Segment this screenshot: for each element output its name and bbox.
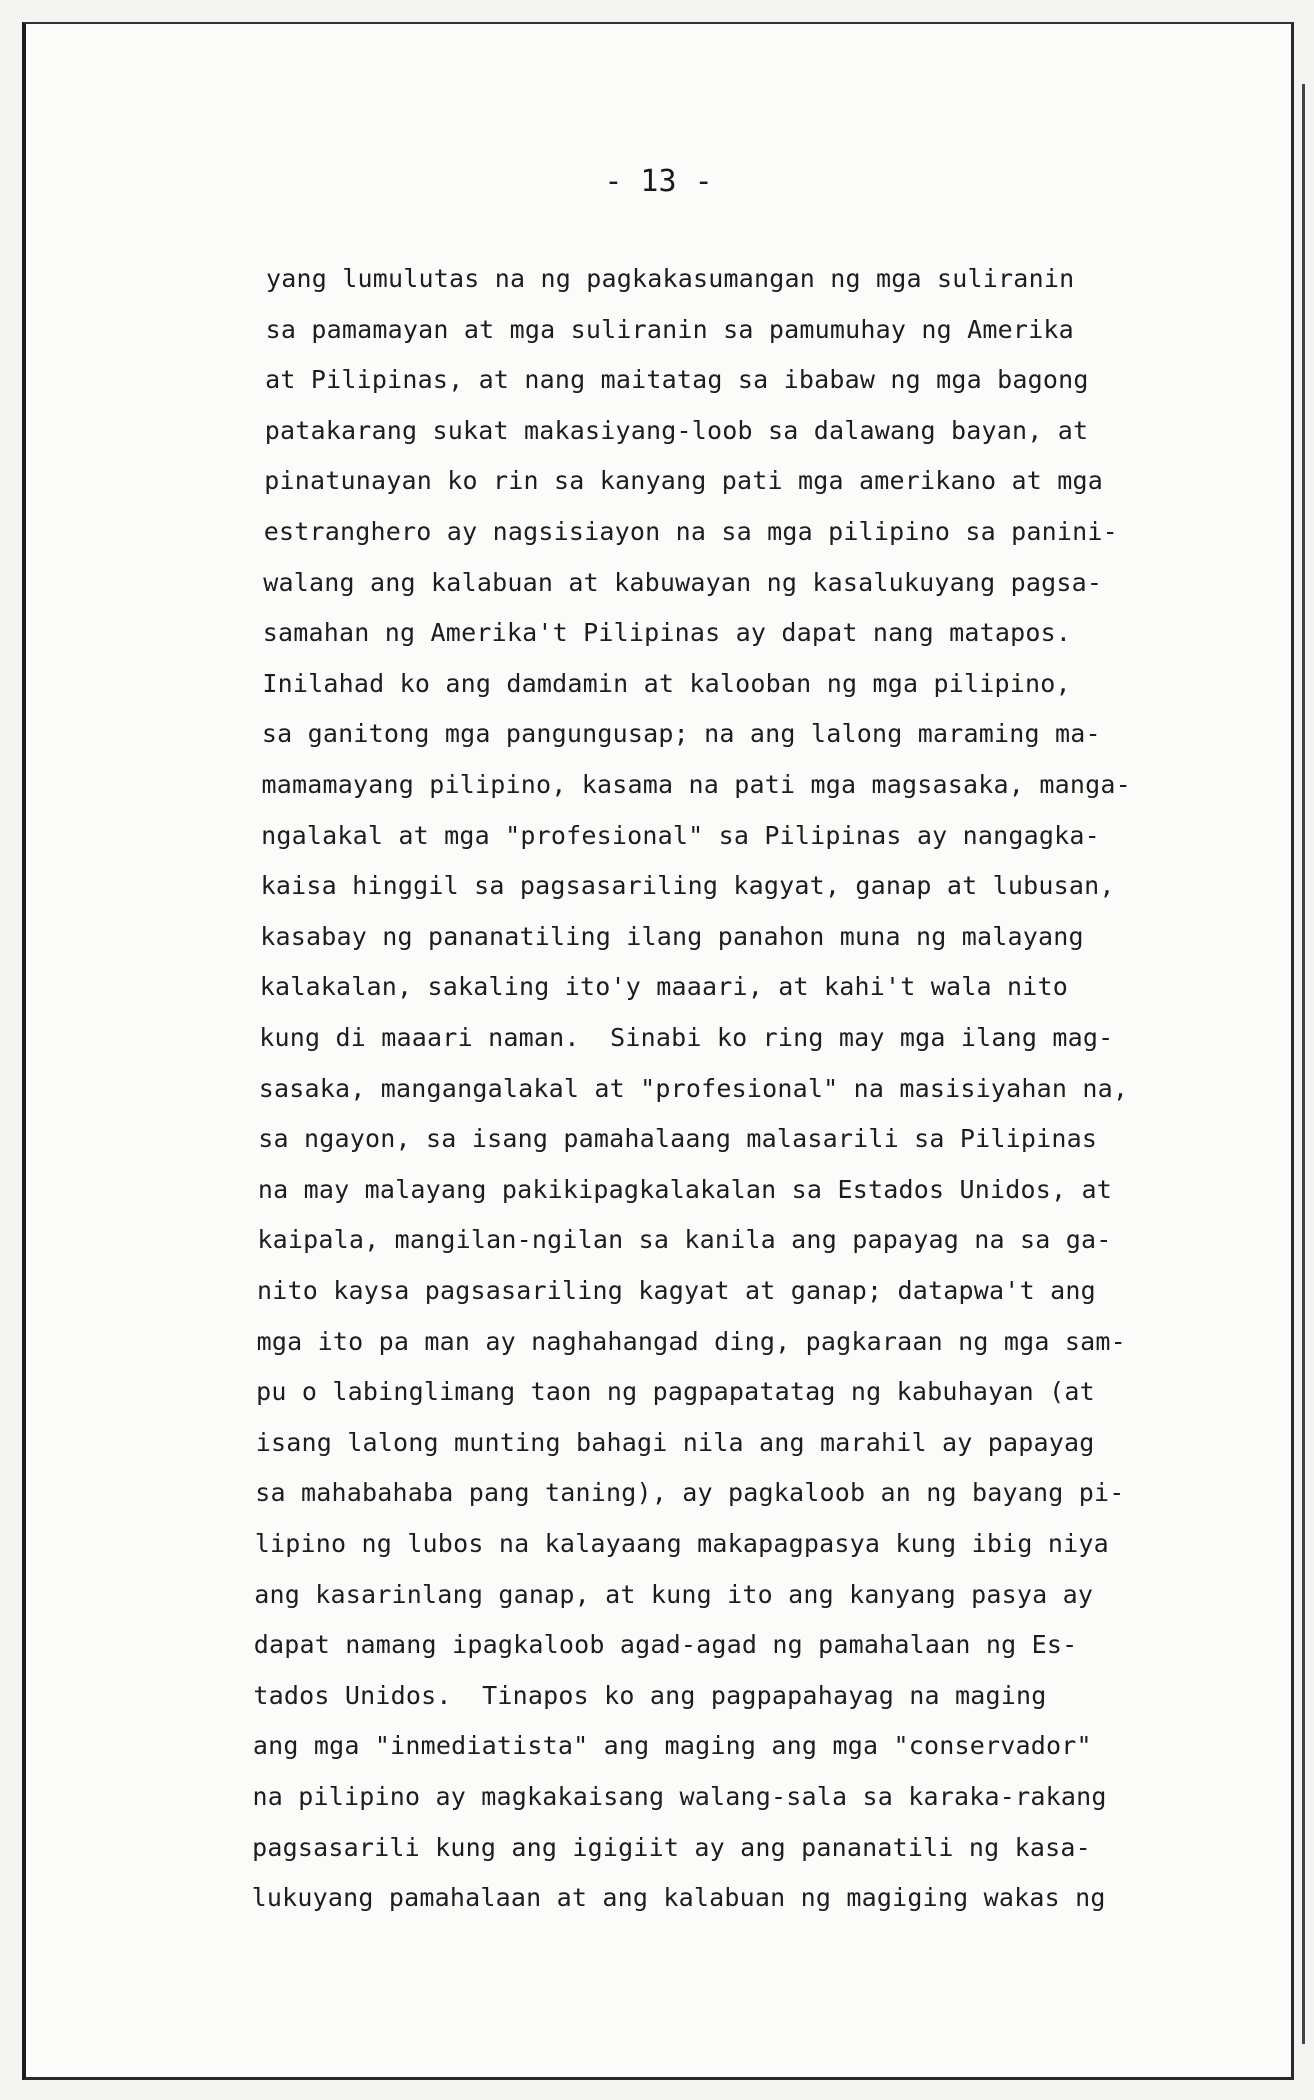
document-page [22, 22, 1294, 2080]
text-line: ang mga "inmediatista" ang maging ang mga "conservador" [252, 1731, 1092, 1761]
text-line: patakarang sukat makasiyang-loob sa dalawang bayan, at [264, 415, 1089, 445]
text-line: kaisa hinggil sa pagsasariling kagyat, ganap at lubusan, [260, 871, 1115, 901]
text-line: at Pilipinas, at nang maitatag sa ibabaw ng mga bagong [265, 365, 1089, 395]
text-line: lukuyang pamahalaan at ang kalabuan ng magiging wakas ng [251, 1883, 1106, 1913]
text-line: sa ganitong mga pangungusap; na ang lalong maraming ma- [261, 719, 1101, 749]
text-line: pu o labinglimang taon ng pagpapatatag ng kabuhayan (at [256, 1377, 1095, 1407]
text-line: nito kaysa pagsasariling kagyat at ganap; datapwa't ang [257, 1276, 1096, 1305]
text-line: kasabay ng pananatiling ilang panahon muna ng malayang [260, 921, 1084, 951]
text-line: samahan ng Amerika't Pilipinas ay dapat nang matapos. [262, 618, 1072, 648]
text-line: sa pamamayan at mga suliranin sa pamumuhay ng Amerika [265, 314, 1074, 344]
text-line: na may malayang pakikipagkalakalan sa Estados Unidos, at [257, 1174, 1112, 1204]
text-line: dapat namang ipagkaloob agad-agad ng pamahalaan ng Es- [253, 1630, 1078, 1660]
text-line: kaipala, mangilan-ngilan sa kanila ang papayag na sa ga- [257, 1225, 1112, 1255]
text-line: mamamayang pilipino, kasama na pati mga magsasaka, manga- [261, 770, 1131, 799]
page-number: - 13 - [604, 164, 713, 199]
text-line: kung di maaari naman. Sinabi ko ring may mga ilang mag- [259, 1023, 1114, 1052]
text-line: walang ang kalabuan at kabuwayan ng kasalukuyang pagsa- [263, 567, 1103, 597]
text-line: estranghero ay nagsisiayon na sa mga pilipino sa panini- [263, 517, 1118, 546]
text-line: lipino ng lubos na kalayaang makapagpasya kung ibig niya [254, 1529, 1109, 1558]
text-line: yang lumulutas na ng pagkakasumangan ng mga suliranin [266, 264, 1075, 293]
text-line: na pilipino ay magkakaisang walang-sala sa karaka-rakang [252, 1782, 1107, 1811]
text-line: pagsasarili kung ang igigiit ay ang pananatili ng kasa- [252, 1832, 1091, 1862]
text-line: tados Unidos. Tinapos ko ang pagpapahayag na maging [253, 1680, 1047, 1710]
text-line: ang kasarinlang ganap, at kung ito ang kanyang pasya ay [254, 1579, 1094, 1609]
text-line: sa ngayon, sa isang pamahalaang malasarili sa Pilipinas [258, 1124, 1098, 1154]
text-line: isang lalong munting bahagi nila ang marahil ay papayag [255, 1427, 1095, 1457]
text-line: Inilahad ko ang damdamin at kalooban ng mga pilipino, [262, 668, 1071, 698]
text-line: pinatunayan ko rin sa kanyang pati mga amerikano at mga [264, 466, 1104, 496]
text-line: kalakalan, sakaling ito'y maaari, at kahi't wala nito [259, 972, 1069, 1002]
text-line: mga ito pa man ay naghahangad ding, pagkaraan ng mga sam- [256, 1326, 1126, 1356]
text-line: sasaka, mangangalakal at "profesional" na masisiyahan na, [258, 1073, 1129, 1103]
text-line: ngalakal at mga "profesional" sa Pilipinas ay nangagka- [261, 820, 1100, 850]
text-line: sa mahabahaba pang taning), ay pagkaloob an ng bayang pi- [255, 1478, 1125, 1508]
